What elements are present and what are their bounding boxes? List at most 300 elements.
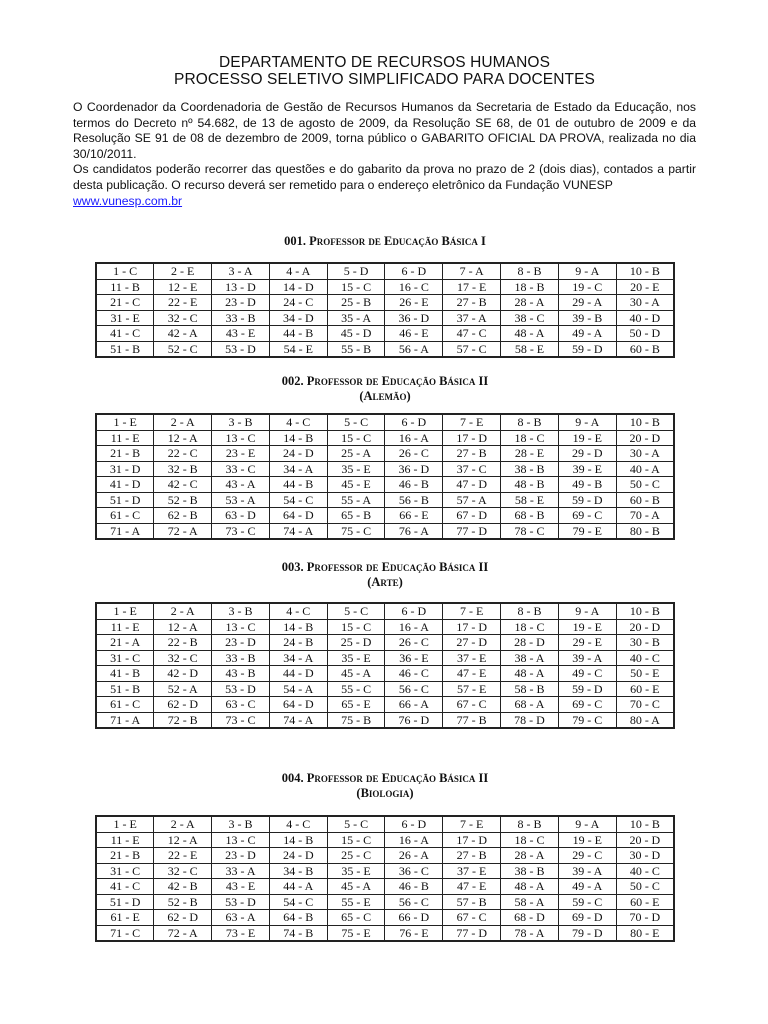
answer-cell: 44 - B bbox=[269, 326, 327, 342]
answer-cell: 33 - B bbox=[212, 650, 270, 666]
answer-cell: 30 - B bbox=[616, 635, 674, 651]
answer-cell: 41 - C bbox=[96, 879, 154, 895]
answer-cell: 33 - B bbox=[212, 310, 270, 326]
section-number: 004. bbox=[281, 771, 304, 785]
answer-cell: 60 - E bbox=[616, 681, 674, 697]
answer-cell: 30 - A bbox=[616, 446, 674, 462]
answer-row bbox=[96, 848, 674, 864]
answer-cell: 22 - B bbox=[154, 635, 212, 651]
answer-cell: 78 - A bbox=[501, 925, 559, 941]
answer-cell: 23 - D bbox=[212, 848, 270, 864]
answer-cell: 37 - A bbox=[443, 310, 501, 326]
answer-cell: 77 - B bbox=[443, 712, 501, 728]
answer-cell: 35 - E bbox=[327, 650, 385, 666]
answer-cell: 34 - A bbox=[269, 650, 327, 666]
answer-cell: 55 - C bbox=[327, 681, 385, 697]
answer-cell: 17 - D bbox=[443, 619, 501, 635]
answer-cell: 14 - D bbox=[269, 279, 327, 295]
answer-cell: 8 - B bbox=[501, 414, 559, 430]
answer-cell: 21 - C bbox=[96, 295, 154, 311]
answer-row bbox=[96, 879, 674, 895]
answer-cell: 15 - C bbox=[327, 279, 385, 295]
answer-cell: 46 - C bbox=[385, 666, 443, 682]
answer-cell: 54 - E bbox=[269, 341, 327, 357]
answer-cell: 52 - B bbox=[154, 492, 212, 508]
answer-cell: 31 - C bbox=[96, 650, 154, 666]
answer-cell: 8 - B bbox=[501, 816, 559, 832]
answer-cell: 19 - C bbox=[558, 279, 616, 295]
answer-cell: 35 - E bbox=[327, 461, 385, 477]
answer-cell: 39 - E bbox=[558, 461, 616, 477]
answer-cell: 16 - A bbox=[385, 619, 443, 635]
section-name: Professor de Educação Básica I bbox=[309, 234, 486, 248]
answer-cell: 28 - A bbox=[501, 848, 559, 864]
answer-cell: 50 - E bbox=[616, 666, 674, 682]
answer-cell: 34 - D bbox=[269, 310, 327, 326]
answer-row bbox=[96, 508, 674, 524]
answer-cell: 43 - E bbox=[212, 326, 270, 342]
answer-cell: 70 - C bbox=[616, 697, 674, 713]
answer-cell: 3 - B bbox=[212, 816, 270, 832]
answer-cell: 32 - C bbox=[154, 650, 212, 666]
section-title bbox=[95, 374, 675, 389]
answer-cell: 78 - D bbox=[501, 712, 559, 728]
answer-cell: 67 - D bbox=[443, 508, 501, 524]
answer-cell: 76 - D bbox=[385, 712, 443, 728]
answer-row bbox=[96, 925, 674, 941]
answer-row bbox=[96, 295, 674, 311]
answer-cell: 67 - C bbox=[443, 697, 501, 713]
answer-cell: 54 - C bbox=[269, 492, 327, 508]
answer-cell: 25 - A bbox=[327, 446, 385, 462]
answer-cell: 25 - C bbox=[327, 848, 385, 864]
answer-cell: 7 - E bbox=[443, 603, 501, 619]
answer-cell: 51 - B bbox=[96, 341, 154, 357]
answer-cell: 19 - E bbox=[558, 619, 616, 635]
answer-cell: 72 - B bbox=[154, 712, 212, 728]
answer-key-table bbox=[95, 815, 675, 942]
answer-cell: 38 - A bbox=[501, 650, 559, 666]
answer-cell: 47 - D bbox=[443, 477, 501, 493]
answer-cell: 27 - D bbox=[443, 635, 501, 651]
answer-cell: 16 - A bbox=[385, 832, 443, 848]
answer-row bbox=[96, 279, 674, 295]
answer-cell: 51 - D bbox=[96, 492, 154, 508]
answer-cell: 42 - C bbox=[154, 477, 212, 493]
answer-cell: 29 - C bbox=[558, 848, 616, 864]
answer-cell: 7 - E bbox=[443, 414, 501, 430]
answer-cell: 5 - D bbox=[327, 263, 385, 279]
department-title: DEPARTAMENTO DE RECURSOS HUMANOS bbox=[218, 54, 551, 71]
answer-cell: 5 - C bbox=[327, 603, 385, 619]
answer-cell: 33 - C bbox=[212, 461, 270, 477]
answer-cell: 53 - D bbox=[212, 341, 270, 357]
answer-row bbox=[96, 681, 674, 697]
answer-cell: 27 - B bbox=[443, 446, 501, 462]
answer-cell: 39 - B bbox=[558, 310, 616, 326]
answer-cell: 76 - A bbox=[385, 523, 443, 539]
answer-cell: 42 - A bbox=[154, 326, 212, 342]
section-name: Professor de Educação Básica II bbox=[306, 560, 489, 574]
answer-cell: 71 - A bbox=[96, 712, 154, 728]
answer-cell: 30 - D bbox=[616, 848, 674, 864]
answer-key-table bbox=[95, 602, 675, 729]
answer-cell: 22 - E bbox=[154, 848, 212, 864]
answer-cell: 70 - D bbox=[616, 910, 674, 926]
answer-cell: 6 - D bbox=[385, 263, 443, 279]
answer-cell: 37 - E bbox=[443, 650, 501, 666]
answer-cell: 69 - C bbox=[558, 697, 616, 713]
answer-cell: 66 - D bbox=[385, 910, 443, 926]
answer-cell: 31 - C bbox=[96, 863, 154, 879]
answer-cell: 70 - A bbox=[616, 508, 674, 524]
answer-cell: 55 - B bbox=[327, 341, 385, 357]
answer-cell: 54 - A bbox=[269, 681, 327, 697]
answer-cell: 57 - A bbox=[443, 492, 501, 508]
section-name: Professor de Educação Básica II bbox=[306, 374, 489, 388]
answer-cell: 57 - E bbox=[443, 681, 501, 697]
answer-cell: 9 - A bbox=[558, 816, 616, 832]
answer-cell: 73 - C bbox=[212, 712, 270, 728]
answer-cell: 27 - B bbox=[443, 848, 501, 864]
answer-row bbox=[96, 712, 674, 728]
answer-cell: 14 - B bbox=[269, 832, 327, 848]
answer-cell: 79 - C bbox=[558, 712, 616, 728]
answer-cell: 22 - C bbox=[154, 446, 212, 462]
answer-cell: 29 - A bbox=[558, 295, 616, 311]
answer-cell: 1 - E bbox=[96, 414, 154, 430]
section-number: 003. bbox=[281, 560, 304, 574]
answer-cell: 47 - E bbox=[443, 666, 501, 682]
answer-cell: 40 - C bbox=[616, 863, 674, 879]
answer-cell: 8 - B bbox=[501, 603, 559, 619]
answer-cell: 19 - E bbox=[558, 430, 616, 446]
section-name: Professor de Educação Básica II bbox=[306, 771, 489, 785]
answer-cell: 39 - A bbox=[558, 650, 616, 666]
answer-cell: 17 - E bbox=[443, 279, 501, 295]
answer-cell: 22 - E bbox=[154, 295, 212, 311]
answer-cell: 25 - D bbox=[327, 635, 385, 651]
answer-cell: 71 - C bbox=[96, 925, 154, 941]
answer-cell: 20 - D bbox=[616, 619, 674, 635]
answer-cell: 56 - C bbox=[385, 894, 443, 910]
answer-row bbox=[96, 326, 674, 342]
answer-cell: 77 - D bbox=[443, 925, 501, 941]
answer-row bbox=[96, 816, 674, 832]
answer-cell: 61 - C bbox=[96, 697, 154, 713]
answer-cell: 13 - C bbox=[212, 430, 270, 446]
answer-cell: 59 - D bbox=[558, 681, 616, 697]
answer-row bbox=[96, 832, 674, 848]
answer-cell: 25 - B bbox=[327, 295, 385, 311]
answer-cell: 30 - A bbox=[616, 295, 674, 311]
answer-cell: 29 - D bbox=[558, 446, 616, 462]
answer-cell: 9 - A bbox=[558, 263, 616, 279]
answer-cell: 33 - A bbox=[212, 863, 270, 879]
answer-cell: 26 - C bbox=[385, 635, 443, 651]
answer-cell: 15 - C bbox=[327, 619, 385, 635]
answer-cell: 6 - D bbox=[385, 414, 443, 430]
answer-cell: 49 - A bbox=[558, 879, 616, 895]
answer-cell: 18 - C bbox=[501, 619, 559, 635]
answer-key-table bbox=[95, 413, 675, 540]
answer-cell: 26 - A bbox=[385, 848, 443, 864]
answer-cell: 50 - D bbox=[616, 326, 674, 342]
answer-cell: 10 - B bbox=[616, 603, 674, 619]
answer-row bbox=[96, 894, 674, 910]
answer-cell: 56 - C bbox=[385, 681, 443, 697]
answer-cell: 36 - C bbox=[385, 863, 443, 879]
answer-cell: 31 - E bbox=[96, 310, 154, 326]
answer-cell: 66 - E bbox=[385, 508, 443, 524]
answer-cell: 42 - D bbox=[154, 666, 212, 682]
vunesp-link[interactable]: www.vunesp.com.br bbox=[73, 193, 183, 208]
answer-row bbox=[96, 603, 674, 619]
answer-cell: 41 - D bbox=[96, 477, 154, 493]
answer-cell: 76 - E bbox=[385, 925, 443, 941]
answer-cell: 58 - A bbox=[501, 894, 559, 910]
answer-cell: 28 - A bbox=[501, 295, 559, 311]
answer-row bbox=[96, 650, 674, 666]
answer-cell: 12 - E bbox=[154, 279, 212, 295]
answer-cell: 11 - E bbox=[96, 430, 154, 446]
answer-cell: 52 - B bbox=[154, 894, 212, 910]
answer-cell: 16 - A bbox=[385, 430, 443, 446]
answer-cell: 38 - B bbox=[501, 863, 559, 879]
answer-row bbox=[96, 910, 674, 926]
answer-cell: 60 - B bbox=[616, 492, 674, 508]
answer-cell: 11 - B bbox=[96, 279, 154, 295]
answer-cell: 41 - C bbox=[96, 326, 154, 342]
answer-cell: 6 - D bbox=[385, 816, 443, 832]
answer-cell: 35 - A bbox=[327, 310, 385, 326]
answer-cell: 38 - B bbox=[501, 461, 559, 477]
answer-cell: 14 - B bbox=[269, 430, 327, 446]
answer-cell: 17 - D bbox=[443, 430, 501, 446]
answer-cell: 73 - C bbox=[212, 523, 270, 539]
answer-cell: 14 - B bbox=[269, 619, 327, 635]
answer-cell: 71 - A bbox=[96, 523, 154, 539]
answer-cell: 40 - C bbox=[616, 650, 674, 666]
section-number: 002. bbox=[281, 374, 304, 388]
answer-row bbox=[96, 341, 674, 357]
answer-cell: 58 - E bbox=[501, 492, 559, 508]
intro-paragraph-2 bbox=[73, 162, 696, 209]
answer-cell: 4 - C bbox=[269, 414, 327, 430]
answer-cell: 50 - C bbox=[616, 477, 674, 493]
answer-cell: 8 - B bbox=[501, 263, 559, 279]
answer-cell: 66 - A bbox=[385, 697, 443, 713]
answer-cell: 80 - A bbox=[616, 712, 674, 728]
answer-cell: 15 - C bbox=[327, 430, 385, 446]
answer-cell: 72 - A bbox=[154, 925, 212, 941]
answer-cell: 13 - D bbox=[212, 279, 270, 295]
answer-cell: 62 - D bbox=[154, 910, 212, 926]
answer-cell: 1 - C bbox=[96, 263, 154, 279]
answer-cell: 15 - C bbox=[327, 832, 385, 848]
answer-cell: 29 - E bbox=[558, 635, 616, 651]
answer-cell: 62 - B bbox=[154, 508, 212, 524]
answer-cell: 20 - E bbox=[616, 279, 674, 295]
answer-cell: 64 - D bbox=[269, 508, 327, 524]
answer-cell: 53 - D bbox=[212, 894, 270, 910]
answer-cell: 2 - A bbox=[154, 816, 212, 832]
section-number: 001. bbox=[284, 234, 307, 248]
answer-cell: 61 - E bbox=[96, 910, 154, 926]
answer-cell: 60 - B bbox=[616, 341, 674, 357]
answer-cell: 80 - B bbox=[616, 523, 674, 539]
answer-cell: 60 - E bbox=[616, 894, 674, 910]
answer-row bbox=[96, 863, 674, 879]
answer-cell: 28 - D bbox=[501, 635, 559, 651]
answer-cell: 69 - D bbox=[558, 910, 616, 926]
answer-row bbox=[96, 477, 674, 493]
answer-cell: 75 - B bbox=[327, 712, 385, 728]
answer-cell: 59 - D bbox=[558, 341, 616, 357]
answer-cell: 77 - D bbox=[443, 523, 501, 539]
answer-cell: 43 - A bbox=[212, 477, 270, 493]
answer-cell: 44 - B bbox=[269, 477, 327, 493]
answer-cell: 47 - C bbox=[443, 326, 501, 342]
answer-cell: 3 - B bbox=[212, 603, 270, 619]
answer-cell: 31 - D bbox=[96, 461, 154, 477]
answer-cell: 36 - E bbox=[385, 650, 443, 666]
section-002 bbox=[95, 374, 675, 540]
answer-cell: 75 - C bbox=[327, 523, 385, 539]
answer-cell: 2 - A bbox=[154, 603, 212, 619]
answer-row bbox=[96, 263, 674, 279]
answer-cell: 38 - C bbox=[501, 310, 559, 326]
answer-cell: 62 - D bbox=[154, 697, 212, 713]
answer-cell: 63 - A bbox=[212, 910, 270, 926]
answer-cell: 52 - C bbox=[154, 341, 212, 357]
answer-cell: 13 - C bbox=[212, 832, 270, 848]
answer-cell: 75 - E bbox=[327, 925, 385, 941]
answer-cell: 23 - E bbox=[212, 446, 270, 462]
answer-cell: 9 - A bbox=[558, 414, 616, 430]
answer-cell: 19 - E bbox=[558, 832, 616, 848]
section-title bbox=[95, 771, 675, 786]
answer-cell: 13 - C bbox=[212, 619, 270, 635]
answer-cell: 58 - B bbox=[501, 681, 559, 697]
answer-cell: 68 - A bbox=[501, 697, 559, 713]
answer-cell: 35 - E bbox=[327, 863, 385, 879]
answer-cell: 45 - A bbox=[327, 879, 385, 895]
answer-cell: 16 - C bbox=[385, 279, 443, 295]
section-title bbox=[95, 560, 675, 575]
answer-cell: 11 - E bbox=[96, 832, 154, 848]
answer-cell: 32 - C bbox=[154, 310, 212, 326]
section-subtitle: (Arte) bbox=[367, 575, 403, 589]
answer-row bbox=[96, 635, 674, 651]
answer-cell: 39 - A bbox=[558, 863, 616, 879]
answer-cell: 54 - C bbox=[269, 894, 327, 910]
answer-cell: 43 - E bbox=[212, 879, 270, 895]
section-004 bbox=[95, 771, 675, 942]
answer-cell: 51 - D bbox=[96, 894, 154, 910]
answer-row bbox=[96, 666, 674, 682]
answer-cell: 4 - C bbox=[269, 816, 327, 832]
answer-cell: 46 - E bbox=[385, 326, 443, 342]
answer-cell: 74 - A bbox=[269, 712, 327, 728]
answer-cell: 1 - E bbox=[96, 603, 154, 619]
answer-cell: 3 - A bbox=[212, 263, 270, 279]
answer-cell: 48 - B bbox=[501, 477, 559, 493]
answer-cell: 41 - B bbox=[96, 666, 154, 682]
answer-row bbox=[96, 414, 674, 430]
answer-cell: 9 - A bbox=[558, 603, 616, 619]
answer-key-table bbox=[95, 262, 675, 358]
answer-cell: 73 - E bbox=[212, 925, 270, 941]
answer-cell: 37 - E bbox=[443, 863, 501, 879]
answer-cell: 1 - E bbox=[96, 816, 154, 832]
answer-cell: 46 - B bbox=[385, 879, 443, 895]
answer-cell: 64 - D bbox=[269, 697, 327, 713]
answer-cell: 46 - B bbox=[385, 477, 443, 493]
answer-cell: 34 - A bbox=[269, 461, 327, 477]
answer-cell: 32 - C bbox=[154, 863, 212, 879]
answer-cell: 4 - C bbox=[269, 603, 327, 619]
answer-cell: 63 - C bbox=[212, 697, 270, 713]
section-title bbox=[95, 234, 675, 249]
answer-cell: 7 - E bbox=[443, 816, 501, 832]
answer-cell: 17 - D bbox=[443, 832, 501, 848]
answer-row bbox=[96, 619, 674, 635]
answer-cell: 26 - C bbox=[385, 446, 443, 462]
answer-cell: 78 - C bbox=[501, 523, 559, 539]
answer-row bbox=[96, 697, 674, 713]
document-header bbox=[73, 54, 696, 88]
intro-paragraph-1: O Coordenador da Coordenadoria de Gestão de Recursos Humanos da Secretaria de Estado da Educação, nos termos do Decreto nº 54.682, de 13 de agosto de 2009, da Resolução SE 68, de 01 de outubro de 2009 e da Resolução SE 91 de 08 de dezembro de 2009, torna público o GABARITO OFICIAL DA PROVA, realizada no dia 30/10/2011. bbox=[73, 100, 696, 161]
answer-cell: 47 - E bbox=[443, 879, 501, 895]
answer-cell: 69 - C bbox=[558, 508, 616, 524]
answer-cell: 53 - A bbox=[212, 492, 270, 508]
answer-cell: 49 - A bbox=[558, 326, 616, 342]
answer-cell: 74 - B bbox=[269, 925, 327, 941]
answer-cell: 23 - D bbox=[212, 635, 270, 651]
answer-cell: 36 - D bbox=[385, 461, 443, 477]
answer-cell: 61 - C bbox=[96, 508, 154, 524]
answer-cell: 57 - B bbox=[443, 894, 501, 910]
section-subtitle: (Alemão) bbox=[359, 389, 411, 403]
answer-cell: 63 - D bbox=[212, 508, 270, 524]
answer-cell: 44 - D bbox=[269, 666, 327, 682]
answer-cell: 45 - A bbox=[327, 666, 385, 682]
answer-cell: 59 - C bbox=[558, 894, 616, 910]
answer-row bbox=[96, 310, 674, 326]
answer-cell: 24 - C bbox=[269, 295, 327, 311]
intro-paragraph-2-text: Os candidatos poderão recorrer das questões e do gabarito da prova no prazo de 2 (dois dias), contados a partir desta publicação. O recurso deverá ser remetido para o endereço eletrônico da Fundação VUNESP bbox=[73, 162, 696, 192]
answer-cell: 36 - D bbox=[385, 310, 443, 326]
answer-cell: 45 - D bbox=[327, 326, 385, 342]
answer-cell: 10 - B bbox=[616, 414, 674, 430]
answer-cell: 21 - A bbox=[96, 635, 154, 651]
answer-cell: 40 - A bbox=[616, 461, 674, 477]
answer-cell: 24 - D bbox=[269, 446, 327, 462]
answer-cell: 50 - C bbox=[616, 879, 674, 895]
answer-cell: 20 - D bbox=[616, 832, 674, 848]
answer-cell: 32 - B bbox=[154, 461, 212, 477]
answer-cell: 23 - D bbox=[212, 295, 270, 311]
answer-cell: 42 - B bbox=[154, 879, 212, 895]
answer-cell: 80 - E bbox=[616, 925, 674, 941]
answer-cell: 21 - B bbox=[96, 848, 154, 864]
answer-cell: 72 - A bbox=[154, 523, 212, 539]
answer-cell: 7 - A bbox=[443, 263, 501, 279]
answer-cell: 67 - C bbox=[443, 910, 501, 926]
answer-cell: 40 - D bbox=[616, 310, 674, 326]
answer-cell: 5 - C bbox=[327, 816, 385, 832]
